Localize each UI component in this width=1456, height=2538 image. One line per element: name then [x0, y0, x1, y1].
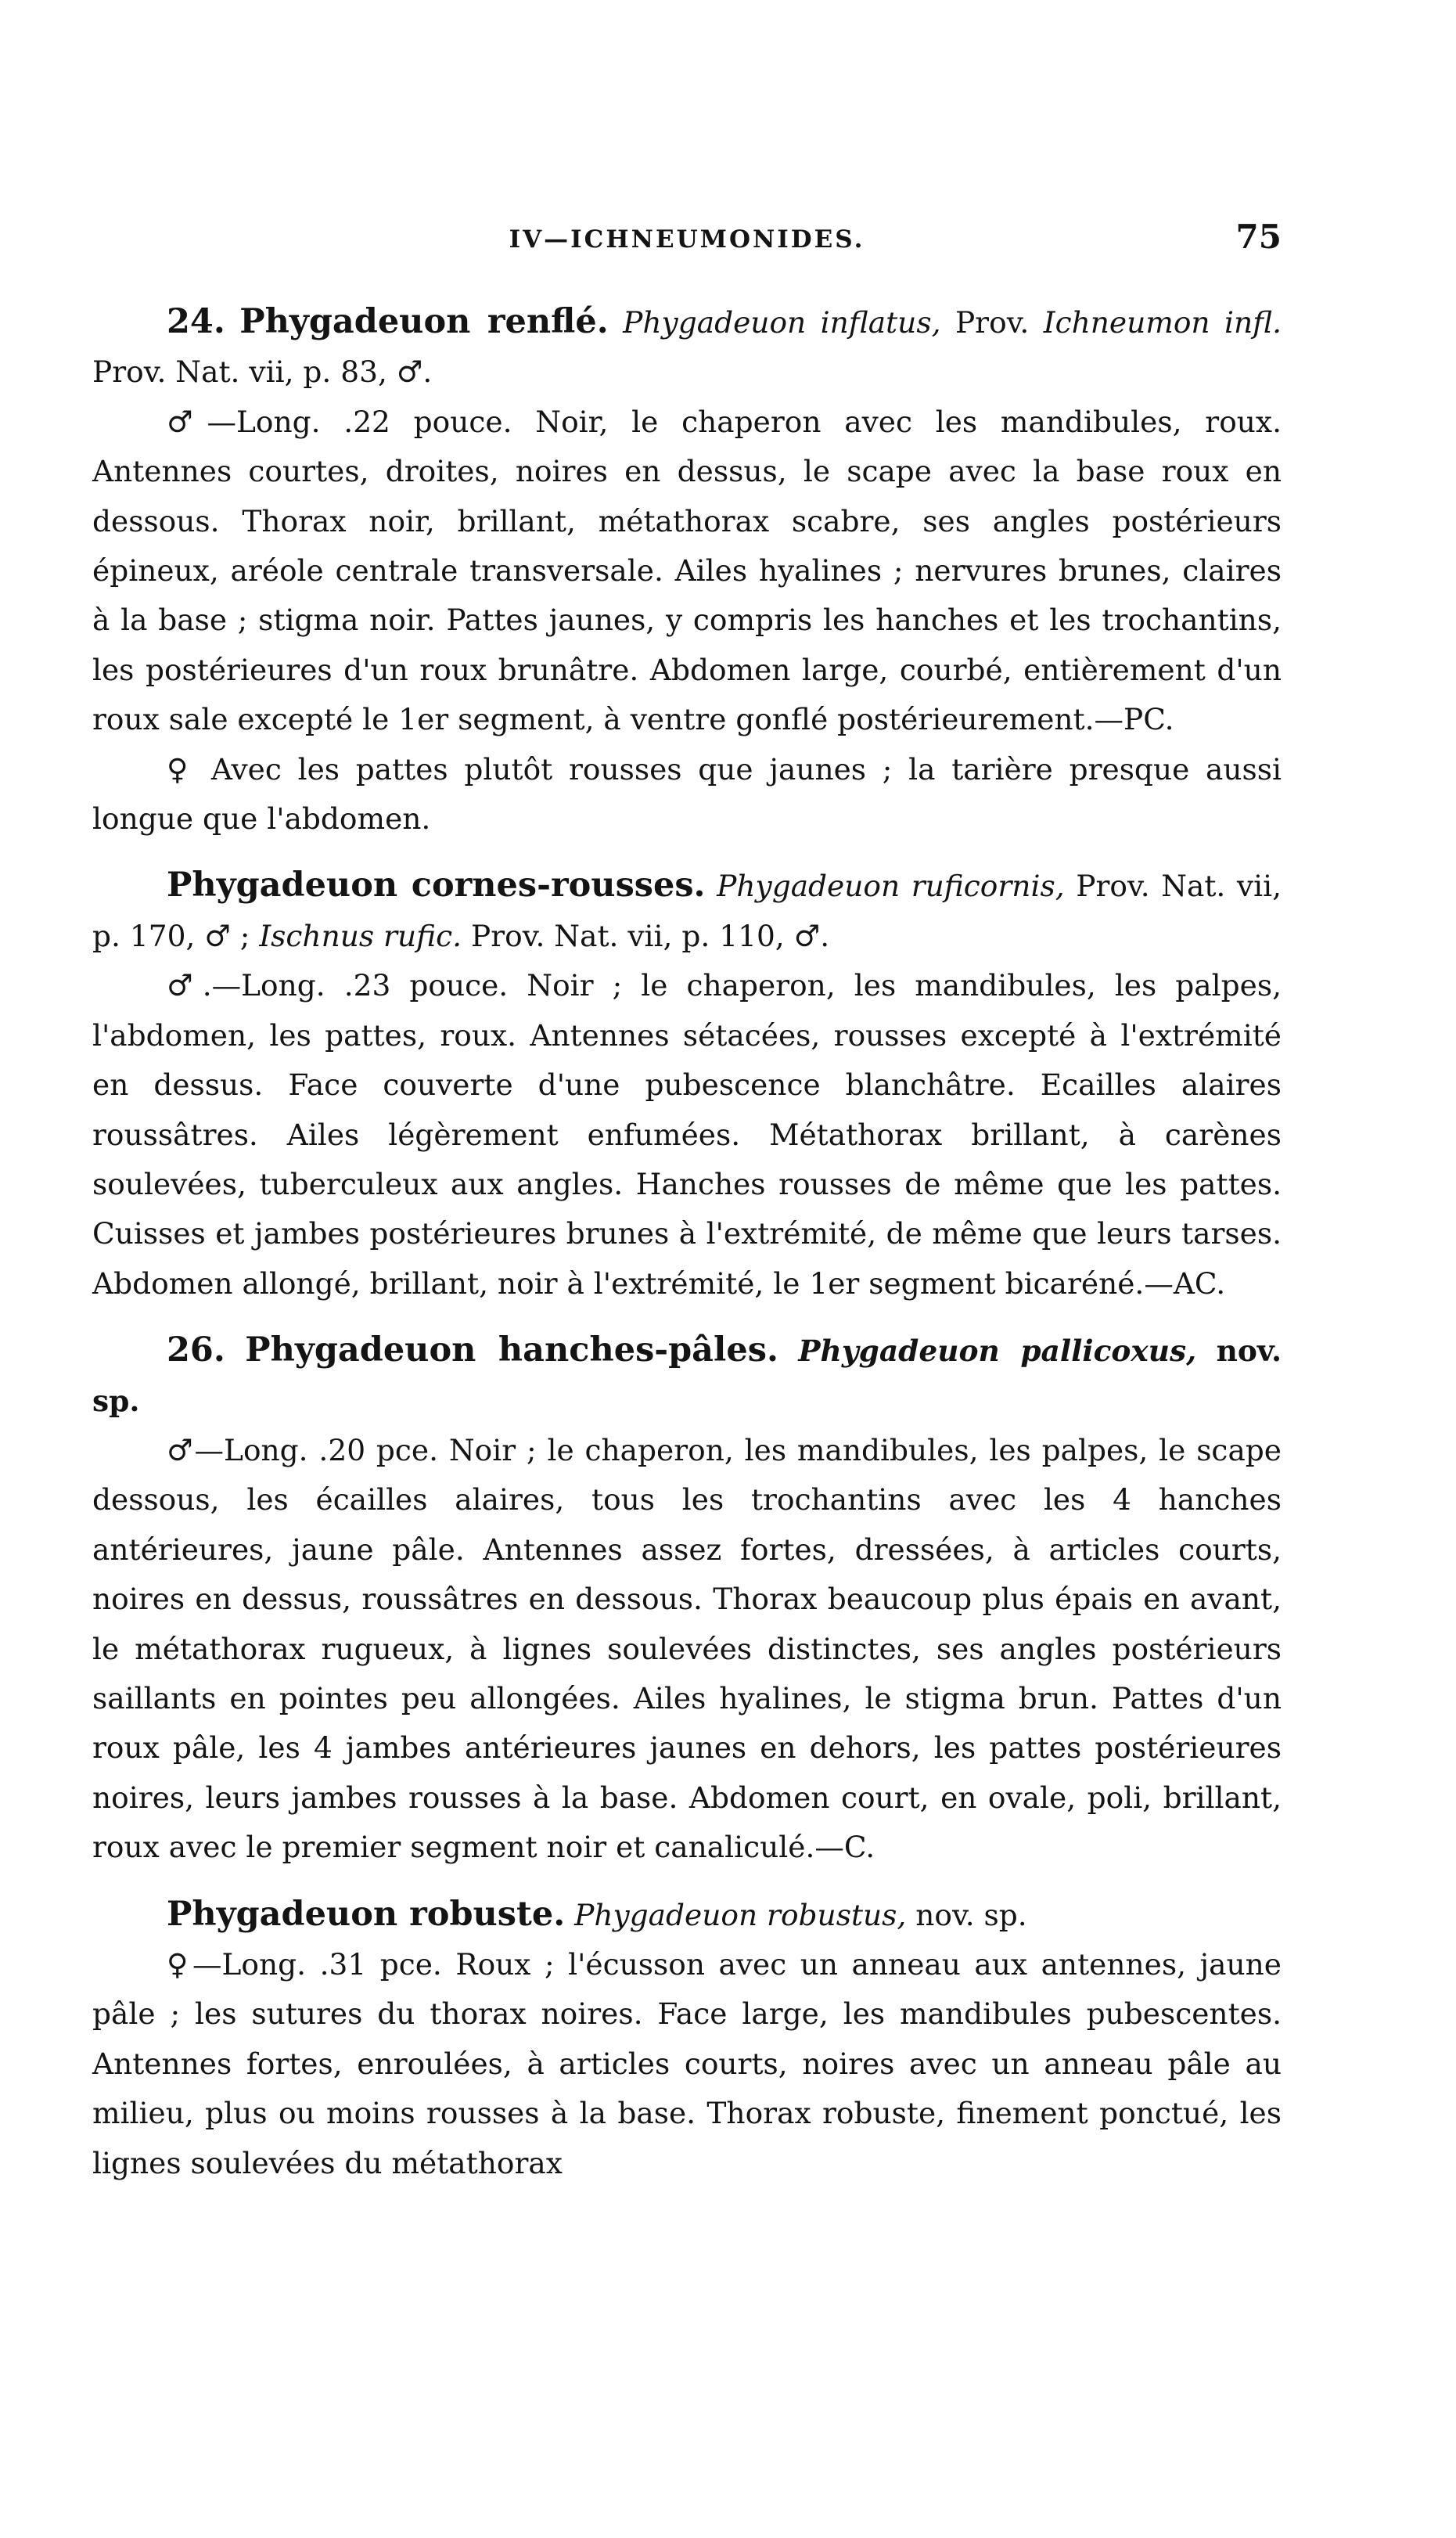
entry-27-nov-sp: nov. sp.	[915, 1897, 1027, 1932]
entry-27-heading	[92, 1890, 1282, 1940]
entry-26-heading	[92, 1326, 1282, 1426]
body-text	[92, 297, 1282, 2188]
entry-24-latin-name: Phygadeuon inflatus,	[623, 305, 941, 340]
entry-25-synonym: Ischnus rufic.	[259, 918, 462, 953]
entry-27-female-description: ♀—Long. .31 pce. Roux ; l'écusson avec un anneau aux antennes, jaune pâle ; les sutures du thorax noires. Face large, les mandibules pubescentes. Antennes fortes, enroulées, à articles courts, noires avec un anneau pâle au milieu, plus ou moins rousses à la base. Thorax robuste, finement ponctué, les lignes soulevées du métathorax	[92, 1947, 1282, 2180]
running-title: IV—ICHNEUMONIDES.	[509, 225, 865, 254]
entry-24-heading	[92, 297, 1282, 398]
entry-27-french-name: Phygadeuon robuste.	[167, 1894, 566, 1934]
entry-26-french-name: Phygadeuon hanches-pâles.	[245, 1330, 778, 1370]
entry-26-male-description: ♂—Long. .20 pce. Noir ; le chaperon, les mandibules, les palpes, le scape dessous, les écailles alaires, tous les trochantins avec les 4 hanches antérieures, jaune pâle. Antennes assez fortes, dressées, à articles courts, noires en dessus, roussâtres en dessous. Thorax beaucoup plus épais en avant, le métathorax rugueux, à lignes soulevées distinctes, ses angles postérieurs saillants en pointes peu allongées. Ailes hyalines, le stigma brun. Pattes d'un roux pâle, les 4 jambes antérieures jaunes en dehors, les pattes postérieures noires, leurs jambes rousses à la base. Abdomen court, en ovale, poli, brillant, roux avec le premier segment noir et canaliculé.—C.	[92, 1432, 1282, 1865]
entry-24-male-description: ♂—Long. .22 pouce. Noir, le chaperon avec les mandibules, roux. Antennes courtes, droites, noires en dessus, le scape avec la base roux en dessous. Thorax noir, brillant, métathorax scabre, ses angles postérieurs épineux, aréole centrale transversale. Ailes hyalines ; nervures brunes, claires à la base ; stigma noir. Pattes jaunes, y compris les hanches et les trochantins, les postérieures d'un roux brunâtre. Abdomen large, courbé, entièrement d'un roux sale excepté le 1er segment, à ventre gonflé postérieurement.—PC.	[92, 404, 1282, 737]
entry-26-latin-name: Phygadeuon pallicoxus,	[798, 1334, 1197, 1369]
entry-24-female-description: ♀ Avec les pattes plutôt rousses que jaunes ; la tarière presque aussi longue que l'abdomen.	[92, 751, 1282, 837]
entry-24-author: Prov.	[954, 305, 1030, 340]
entry-24-french-name: Phygadeuon renflé.	[239, 302, 609, 341]
entry-25-french-name: Phygadeuon cornes-rousses.	[167, 866, 706, 905]
entry-24-reference: Prov. Nat. vii, p. 83, ♂.	[92, 355, 433, 390]
entry-24-synonym: Ichneumon infl.	[1043, 305, 1282, 340]
entry-25-reference-1: Prov. Nat. vii, p. 170, ♂ ;	[92, 869, 1282, 953]
entry-26-number: 26.	[167, 1330, 225, 1370]
entry-25-latin-name: Phygadeuon ruficornis,	[717, 869, 1065, 904]
entry-25-reference-2: Prov. Nat. vii, p. 110, ♂.	[470, 918, 830, 953]
page-number: 75	[1235, 218, 1282, 256]
entry-26-nov-sp: nov. sp.	[92, 1334, 1282, 1418]
page-header	[92, 218, 1282, 272]
entry-25-heading	[92, 861, 1282, 961]
entry-25-male-description: ♂.—Long. .23 pouce. Noir ; le chaperon, les mandibules, les palpes, l'abdomen, les pattes, roux. Antennes sétacées, rousses excepté à l'extrémité en dessus. Face couverte d'une pubescence blanchâtre. Ecailles alaires roussâtres. Ailes légèrement enfumées. Métathorax brillant, à carènes soulevées, tuberculeux aux angles. Hanches rousses de même que les pattes. Cuisses et jambes postérieures brunes à l'extrémité, de même que leurs tarses. Abdomen allongé, brillant, noir à l'extrémité, le 1er segment bicaréné.—AC.	[92, 968, 1282, 1301]
entry-24-number: 24.	[167, 302, 225, 341]
entry-27-latin-name: Phygadeuon robustus,	[574, 1897, 907, 1932]
